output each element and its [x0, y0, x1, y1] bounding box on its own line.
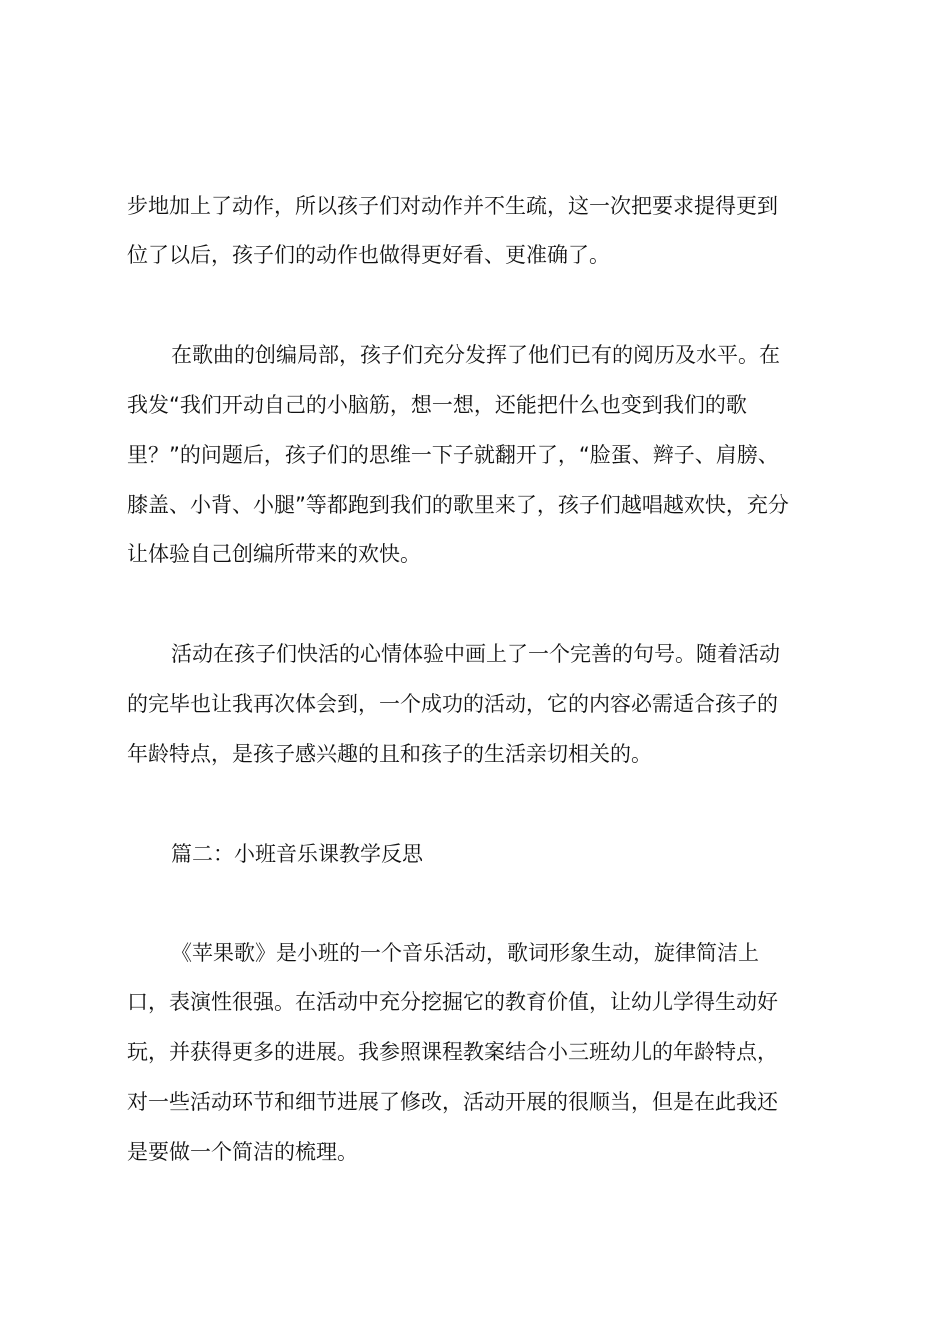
paragraph-3-line-1: 活动在孩子们快活的心情体验中画上了一个完善的句号。随着活动 — [171, 642, 780, 666]
paragraph-2-line-5: 让体验自己创编所带来的欢快。 — [127, 542, 421, 566]
paragraph-4-line-5: 是要做一个简洁的梳理。 — [127, 1140, 358, 1164]
paragraph-2-line-2: 我发“我们开动自己的小脑筋，想一想，还能把什么也变到我们的歌 — [127, 393, 747, 417]
paragraph-1-line-2: 位了以后，孩子们的动作也做得更好看、更准确了。 — [127, 243, 610, 267]
paragraph-4-line-1: 《苹果歌》是小班的一个音乐活动，歌词形象生动，旋律简洁上 — [171, 941, 759, 965]
paragraph-2-line-4: 膝盖、小背、小腿”等都跑到我们的歌里来了，孩子们越唱越欢快，充分 — [127, 493, 789, 517]
paragraph-4-line-4: 对一些活动环节和细节进展了修改，活动开展的很顺当，但是在此我还 — [127, 1090, 778, 1114]
paragraph-3-line-3: 年龄特点，是孩子感兴趣的且和孩子的生活亲切相关的。 — [127, 742, 652, 766]
paragraph-2-line-3: 里？”的问题后，孩子们的思维一下子就翻开了，“脸蛋、辫子、肩膀、 — [127, 443, 779, 467]
paragraph-3-line-2: 的完毕也让我再次体会到，一个成功的活动，它的内容必需适合孩子的 — [127, 692, 778, 716]
paragraph-2-line-1: 在歌曲的创编局部，孩子们充分发挥了他们已有的阅历及水平。在 — [171, 343, 780, 367]
section-heading: 篇二：小班音乐课教学反思 — [171, 842, 423, 866]
paragraph-4-line-3: 玩，并获得更多的进展。我参照课程教案结合小三班幼儿的年龄特点， — [127, 1040, 778, 1064]
paragraph-1-line-1: 步地加上了动作，所以孩子们对动作并不生疏，这一次把要求提得更到 — [127, 194, 778, 218]
paragraph-4-line-2: 口，表演性很强。在活动中充分挖掘它的教育价值，让幼儿学得生动好 — [127, 990, 778, 1014]
